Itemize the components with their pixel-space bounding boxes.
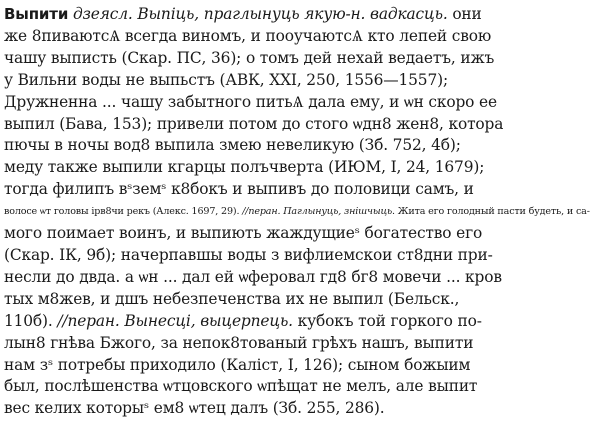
quotation-text: они xyxy=(447,5,482,23)
gloss-text: дзеясл. Выпіць, праглынуць якую-н. вадкасць. xyxy=(72,5,448,23)
quotation-text: меду также выпили кгарцы полъчверта (ИЮМ, I, 24, 1679); xyxy=(4,158,485,177)
entry-line xyxy=(4,376,597,398)
quotation-text: 110б). xyxy=(4,311,58,330)
entry-line xyxy=(4,223,597,245)
entry-line xyxy=(4,92,597,114)
quotation-text: у Вильни воды не выпьстъ (АВК, XXI, 250, 1556—1557); xyxy=(4,70,448,89)
quotation-text: кубокъ той горкого по- xyxy=(292,311,482,330)
quotation-text: мого поимает воинъ, и выпиють жаждущиеˢ богатество его xyxy=(4,224,483,243)
entry-line xyxy=(4,48,597,70)
quotation-text: нам зˢ потребы приходило (Каліст, I, 126); сыном божыим xyxy=(4,355,471,374)
entry-line xyxy=(4,333,597,355)
entry-line xyxy=(4,135,597,157)
entry-line xyxy=(4,245,597,267)
entry-line xyxy=(4,289,597,311)
quotation-text: лын8 гнѣва Бжого, за непок8тованый грѣхъ нашъ, выпити xyxy=(4,333,474,352)
quotation-text: тых м8жев, и дшъ небезпеченства их не выпил (Бельск., xyxy=(4,289,460,308)
entry-line xyxy=(4,70,597,92)
quotation-text: (Скар. ІК, 9б); начерпавшы воды з вифлиемскои ст8дни при- xyxy=(4,245,493,264)
entry-line xyxy=(4,355,597,377)
entry-body xyxy=(4,4,597,420)
gloss-text: //перан. Вынесці, выцерпець. xyxy=(57,311,293,330)
headword: Выпити xyxy=(4,5,69,23)
quotation-text: вес келих которыˢ ем8 ѡтец далъ (Зб. 255, 286). xyxy=(4,399,385,418)
entry-line xyxy=(4,201,597,223)
quotation-text: несли до двда. а ѡн ... дал ей ѡферовал гд8 бг8 мовечи ... кров xyxy=(4,267,502,286)
entry-line xyxy=(4,179,597,201)
entry-line xyxy=(4,398,597,420)
entry-line xyxy=(4,26,597,48)
entry-line xyxy=(4,311,597,333)
quotation-text: выпил (Бава, 153); привели потом до стого ѡдн8 жен8, котора xyxy=(4,114,504,133)
quotation-text: был, послѣшенства ѡтцовского ѡпѣщат не мелъ, але выпит xyxy=(4,377,478,396)
entry-line xyxy=(4,157,597,179)
gloss-text: //перан. Паглынуць, знішчыць. xyxy=(242,206,395,218)
quotation-text: чашу выписть (Скар. ПС, 36); о томъ дей нехай ведаетъ, ижъ xyxy=(4,48,495,67)
quotation-text: Дружненна ... чашу забытного питьѦ дала ему, и ѡн скоро ее xyxy=(4,92,497,111)
quotation-text: Жита его голодный пасти будеть, и са- xyxy=(394,206,590,218)
quotation-text: же 8пиваютсѦ всегда виномъ, и пооучаютсѦ кто лепей свою xyxy=(4,26,492,45)
quotation-text: пючы в ночы вод8 выпила змею невеликую (Зб. 752, 4б); xyxy=(4,136,461,155)
entry-line xyxy=(4,267,597,289)
quotation-text: тогда филипъ вˢземˢ к8бокъ и выпивъ до половици самъ, и xyxy=(4,180,474,199)
entry-line xyxy=(4,4,597,26)
quotation-text: волосе ѡт головы ірв8чи рекъ (Алекс. 1697, 29). xyxy=(4,206,243,218)
entry-line xyxy=(4,114,597,136)
